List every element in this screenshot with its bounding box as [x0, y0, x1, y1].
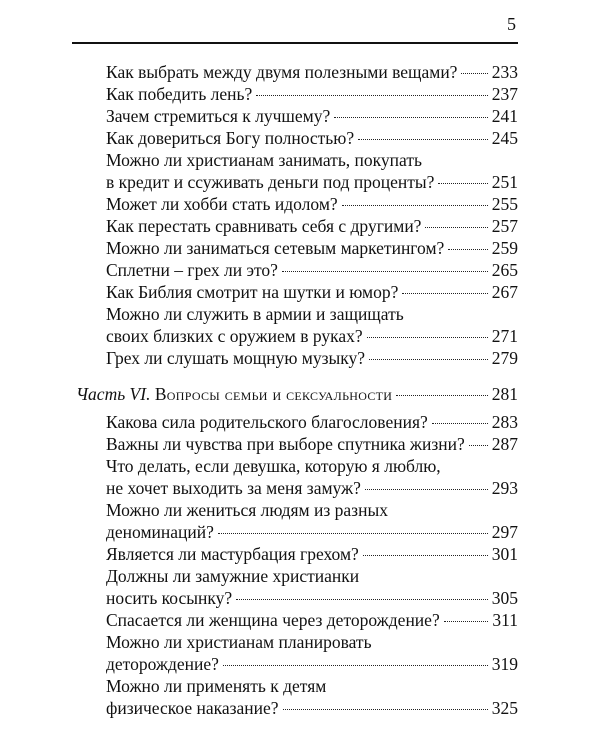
toc-entry-line: [106, 149, 518, 171]
toc-entry-last-line: [106, 543, 518, 565]
dot-leader: [461, 73, 487, 74]
dot-leader: [223, 665, 488, 666]
toc-entry-line: [106, 303, 518, 325]
part-page-number: 281: [491, 384, 518, 404]
part-title: Вопросы семьи и сексуальности: [154, 384, 393, 404]
dot-leader: [438, 183, 487, 184]
toc-entry-last-line: [106, 411, 518, 433]
part-heading-text: [76, 383, 392, 405]
toc-entry-last-line: [106, 325, 518, 347]
dot-leader: [363, 555, 488, 556]
toc-entry-last-line: [106, 281, 518, 303]
toc-entry[interactable]: [106, 83, 518, 105]
toc-entry-last-line: [106, 61, 518, 83]
toc-entry-page-number: 245: [491, 128, 518, 148]
part-label: Часть VI.: [76, 384, 151, 404]
toc-entry-title: деторождение?: [106, 654, 219, 674]
toc-entry-title: Можно ли служить в армии и защищать: [106, 304, 404, 324]
toc-entry-title: Как перестать сравнивать себя с другими?: [106, 216, 422, 236]
toc-entry-title: деноминаций?: [106, 522, 214, 542]
toc-entry-title: Можно ли христианам планировать: [106, 632, 372, 652]
toc-entry-page-number: 305: [491, 588, 518, 608]
dot-leader: [425, 227, 487, 228]
toc-entry[interactable]: [106, 631, 518, 675]
toc-entry[interactable]: [106, 215, 518, 237]
toc-entry-title: Можно ли христианам занимать, покупать: [106, 150, 422, 170]
toc-entry-last-line: [106, 697, 518, 719]
toc-entry[interactable]: [106, 237, 518, 259]
toc-entry-page-number: 279: [491, 348, 518, 368]
toc-entry-last-line: [106, 83, 518, 105]
toc-entry-last-line: [106, 171, 518, 193]
toc-entry-last-line: [106, 653, 518, 675]
toc-entry[interactable]: [106, 411, 518, 433]
toc-entry-page-number: 325: [491, 698, 518, 718]
toc-entry-title: Может ли хобби стать идолом?: [106, 194, 338, 214]
toc-entry-title: Можно ли применять к детям: [106, 676, 327, 696]
toc-entry-page-number: 319: [491, 654, 518, 674]
dot-leader: [448, 249, 487, 250]
dot-leader: [469, 445, 488, 446]
toc-entry[interactable]: [106, 543, 518, 565]
dot-leader: [236, 599, 488, 600]
toc-entry-title: Является ли мастурбация грехом?: [106, 544, 359, 564]
dot-leader: [334, 117, 487, 118]
toc-entry-last-line: [106, 477, 518, 499]
header-rule: [72, 42, 518, 44]
dot-leader: [358, 139, 488, 140]
toc-entry[interactable]: [106, 347, 518, 369]
toc-section-vi: [106, 411, 518, 719]
toc-entry-last-line: [106, 609, 518, 631]
toc-entry-line: [106, 631, 518, 653]
toc-entry-title: Должны ли замужние христианки: [106, 566, 360, 586]
dot-leader: [282, 271, 488, 272]
toc-entry-title: Как довериться Богу полностью?: [106, 128, 355, 148]
table-of-contents: [76, 61, 518, 719]
toc-entry[interactable]: [106, 499, 518, 543]
section-gap: [106, 369, 518, 383]
toc-entry-page-number: 255: [491, 194, 518, 214]
toc-entry-last-line: [106, 521, 518, 543]
toc-entry-page-number: 267: [491, 282, 518, 302]
dot-leader: [342, 205, 488, 206]
toc-entry-page-number: 265: [491, 260, 518, 280]
toc-entry[interactable]: [106, 105, 518, 127]
toc-entry-title: Как выбрать между двумя полезными вещами?: [106, 62, 458, 82]
toc-entry-title: не хочет выходить за меня замуж?: [106, 478, 361, 498]
toc-entry-last-line: [106, 347, 518, 369]
toc-entry-title: Сплетни – грех ли это?: [106, 260, 278, 280]
toc-entry-last-line: [106, 587, 518, 609]
toc-entry-last-line: [106, 127, 518, 149]
toc-entry[interactable]: [106, 609, 518, 631]
toc-entry[interactable]: [106, 193, 518, 215]
toc-entry-title: Какова сила родительского благословения?: [106, 412, 428, 432]
toc-entry-title: в кредит и ссуживать деньги под проценты?: [106, 172, 435, 192]
toc-entry-title: Как победить лень?: [106, 84, 253, 104]
toc-entry-title: Спасается ли женщина через деторождение?: [106, 610, 440, 630]
toc-entry-title: Грех ли слушать мощную музыку?: [106, 348, 366, 368]
dot-leader: [369, 359, 488, 360]
toc-entry[interactable]: [106, 61, 518, 83]
toc-entry[interactable]: [106, 281, 518, 303]
toc-section-v: [106, 61, 518, 369]
toc-entry-last-line: [106, 215, 518, 237]
toc-entry-page-number: 283: [491, 412, 518, 432]
dot-leader: [365, 489, 488, 490]
toc-entry-page-number: 271: [491, 326, 518, 346]
toc-entry-title: Можно ли заниматься сетевым маркетингом?: [106, 238, 445, 258]
dot-leader: [432, 423, 488, 424]
toc-entry-title: физическое наказание?: [106, 698, 279, 718]
toc-entry-title: Что делать, если девушка, которую я люблю,: [106, 456, 441, 476]
toc-entry-title: Как Библия смотрит на шутки и юмор?: [106, 282, 399, 302]
toc-entry-page-number: 259: [491, 238, 518, 258]
toc-entry-page-number: 237: [491, 84, 518, 104]
toc-entry-title: Важны ли чувства при выборе спутника жизни?: [106, 434, 465, 454]
toc-entry-page-number: 311: [492, 610, 518, 630]
dot-leader: [256, 95, 487, 96]
toc-entry-page-number: 233: [491, 62, 518, 82]
toc-entry-last-line: [106, 433, 518, 455]
toc-entry-line: [106, 675, 518, 697]
toc-entry-last-line: [106, 193, 518, 215]
toc-entry-page-number: 293: [491, 478, 518, 498]
dot-leader: [444, 621, 489, 622]
toc-entry-line: [106, 455, 518, 477]
toc-entry-title: своих близких с оружием в руках?: [106, 326, 363, 346]
toc-entry[interactable]: [106, 127, 518, 149]
toc-entry-page-number: 257: [491, 216, 518, 236]
page-number: 5: [507, 14, 516, 34]
toc-entry-last-line: [106, 237, 518, 259]
dot-leader: [402, 293, 487, 294]
toc-entry-title: носить косынку?: [106, 588, 233, 608]
toc-entry-page-number: 251: [491, 172, 518, 192]
dot-leader: [218, 533, 488, 534]
dot-leader: [283, 709, 488, 710]
toc-entry[interactable]: [106, 433, 518, 455]
toc-entry[interactable]: [106, 675, 518, 719]
dot-leader: [367, 337, 488, 338]
toc-entry[interactable]: [106, 565, 518, 609]
toc-entry[interactable]: [106, 149, 518, 193]
toc-entry-line: [106, 565, 518, 587]
dot-leader: [396, 395, 488, 396]
toc-entry[interactable]: [106, 455, 518, 499]
toc-entry-line: [106, 499, 518, 521]
toc-entry[interactable]: [106, 259, 518, 281]
toc-entry-page-number: 241: [491, 106, 518, 126]
toc-entry[interactable]: [106, 303, 518, 347]
toc-entry-last-line: [106, 105, 518, 127]
toc-entry-last-line: [106, 259, 518, 281]
toc-entry-page-number: 301: [491, 544, 518, 564]
toc-entry-title: Можно ли жениться людям из разных: [106, 500, 388, 520]
toc-entry-page-number: 287: [491, 434, 518, 454]
toc-part-heading[interactable]: [76, 383, 518, 405]
toc-entry-page-number: 297: [491, 522, 518, 542]
toc-entry-title: Зачем стремиться к лучшему?: [106, 106, 331, 126]
